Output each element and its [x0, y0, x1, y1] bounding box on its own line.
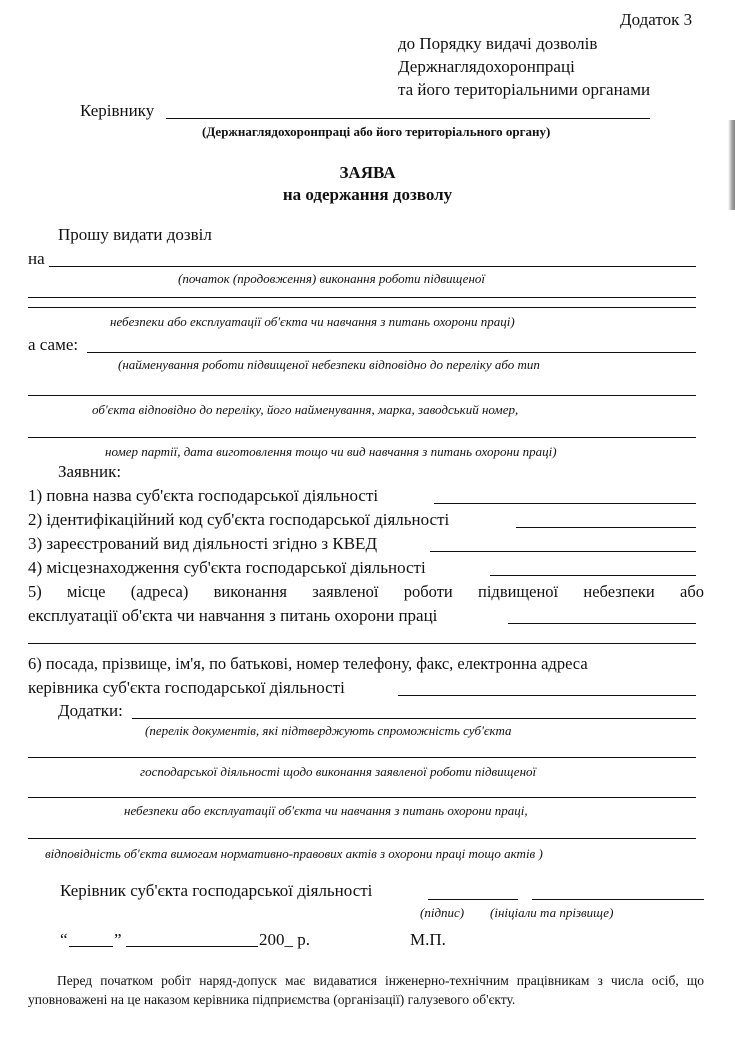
footnote: Перед початком робіт наряд-допуск має видаватися інженерно-технічним працівникам з числа осіб, що уповноважені на це наказом керівника підприємства (організації) галузевого об'єкту. — [28, 973, 704, 1007]
date-quote-close: ” — [114, 930, 122, 949]
attachments-field-1[interactable] — [132, 718, 696, 719]
applicant-field-1[interactable] — [434, 503, 696, 504]
date-month-field[interactable] — [126, 946, 258, 947]
request-intro: Прошу видати дозвіл — [58, 225, 212, 244]
applicant-item-2: 2) ідентифікаційний код суб'єкта господарської діяльності — [28, 510, 450, 529]
applicant-field-3[interactable] — [430, 551, 696, 552]
applicant-item-1: 1) повна назва суб'єкта господарської діяльності — [28, 486, 379, 505]
request-caption-4: об'єкта відповідно до переліку, його найменування, марка, заводський номер, — [92, 402, 519, 417]
applicant-field-6[interactable] — [398, 695, 696, 696]
request-field-5[interactable] — [28, 437, 696, 438]
request-namely-field[interactable] — [87, 352, 696, 353]
applicant-field-4[interactable] — [490, 575, 696, 576]
signature-caption: (підпис) — [420, 905, 465, 920]
date-day-field[interactable] — [69, 946, 113, 947]
attachments-caption-2: господарської діяльності щодо виконання заявленої роботи підвищеної — [140, 764, 537, 779]
request-field-1[interactable] — [49, 266, 696, 267]
signature-field[interactable] — [428, 899, 518, 900]
addressee-field[interactable] — [166, 118, 650, 119]
applicant-item-3: 3) зареєстрований вид діяльності згідно з КВЕД — [28, 534, 378, 553]
attachments-label: Додатки: — [58, 701, 123, 720]
applicant-item-6-cont: керівника суб'єкта господарської діяльності — [28, 678, 345, 697]
signature-label: Керівник суб'єкта господарської діяльності — [60, 881, 373, 900]
attachments-caption-1: (перелік документів, які підтверджують спроможність суб'єкта — [145, 723, 512, 738]
request-caption-2: небезпеки або експлуатації об'єкта чи навчання з питань охорони праці) — [110, 314, 515, 329]
attachments-field-4[interactable] — [28, 838, 696, 839]
request-field-4[interactable] — [28, 395, 696, 396]
appendix-label: Додаток 3 — [620, 10, 693, 29]
request-field-3[interactable] — [28, 307, 696, 308]
order-line-3: та його територіальними органами — [398, 80, 651, 99]
request-on-label: на — [28, 249, 45, 268]
date-quote-open: “ — [60, 930, 68, 949]
applicant-field-5[interactable] — [508, 623, 696, 624]
signature-name-caption: (ініціали та прізвище) — [490, 905, 614, 920]
date-year: 200_ р. — [259, 930, 310, 949]
attachments-field-3[interactable] — [28, 797, 696, 798]
request-namely-label: а саме: — [28, 335, 79, 354]
request-field-2[interactable] — [28, 297, 696, 298]
attachments-field-2[interactable] — [28, 757, 696, 758]
applicant-item-4: 4) місцезнаходження суб'єкта господарської діяльності — [28, 558, 426, 577]
addressee-caption: (Держнаглядохоронпраці або його територіального органу) — [202, 124, 551, 139]
request-caption-5: номер партії, дата виготовлення тощо чи вид навчання з питань охорони праці) — [105, 444, 557, 459]
addressee-label: Керівнику — [80, 101, 155, 120]
request-caption-1: (початок (продовження) виконання роботи підвищеної — [178, 271, 486, 286]
applicant-label: Заявник: — [58, 462, 122, 481]
request-caption-3: (найменування роботи підвищеної небезпеки відповідно до переліку або тип — [118, 357, 540, 372]
stamp-label: М.П. — [410, 930, 446, 949]
applicant-item-5: 5) місце (адреса) виконання заявленої роботи підвищеної небезпеки або — [28, 582, 704, 601]
applicant-item-6: 6) посада, прізвище, ім'я, по батькові, номер телефону, факс, електронна адреса — [28, 654, 588, 673]
document-title: ЗАЯВА — [339, 163, 396, 182]
attachments-caption-4: відповідність об'єкта вимогам нормативно-правових актів з охорони праці тощо актів ) — [45, 846, 543, 861]
attachments-caption-3: небезпеки або експлуатації об'єкта чи навчання з питань охорони праці, — [124, 803, 528, 818]
order-line-1: до Порядку видачі дозволів — [398, 34, 598, 53]
order-line-2: Держнаглядохоронпраці — [398, 57, 575, 76]
signature-name-field[interactable] — [532, 899, 704, 900]
document-subtitle: на одержання дозволу — [282, 185, 453, 204]
applicant-field-5b[interactable] — [28, 643, 696, 644]
applicant-item-5-cont: експлуатації об'єкта чи навчання з питань охорони праці — [28, 606, 438, 625]
applicant-field-2[interactable] — [516, 527, 696, 528]
